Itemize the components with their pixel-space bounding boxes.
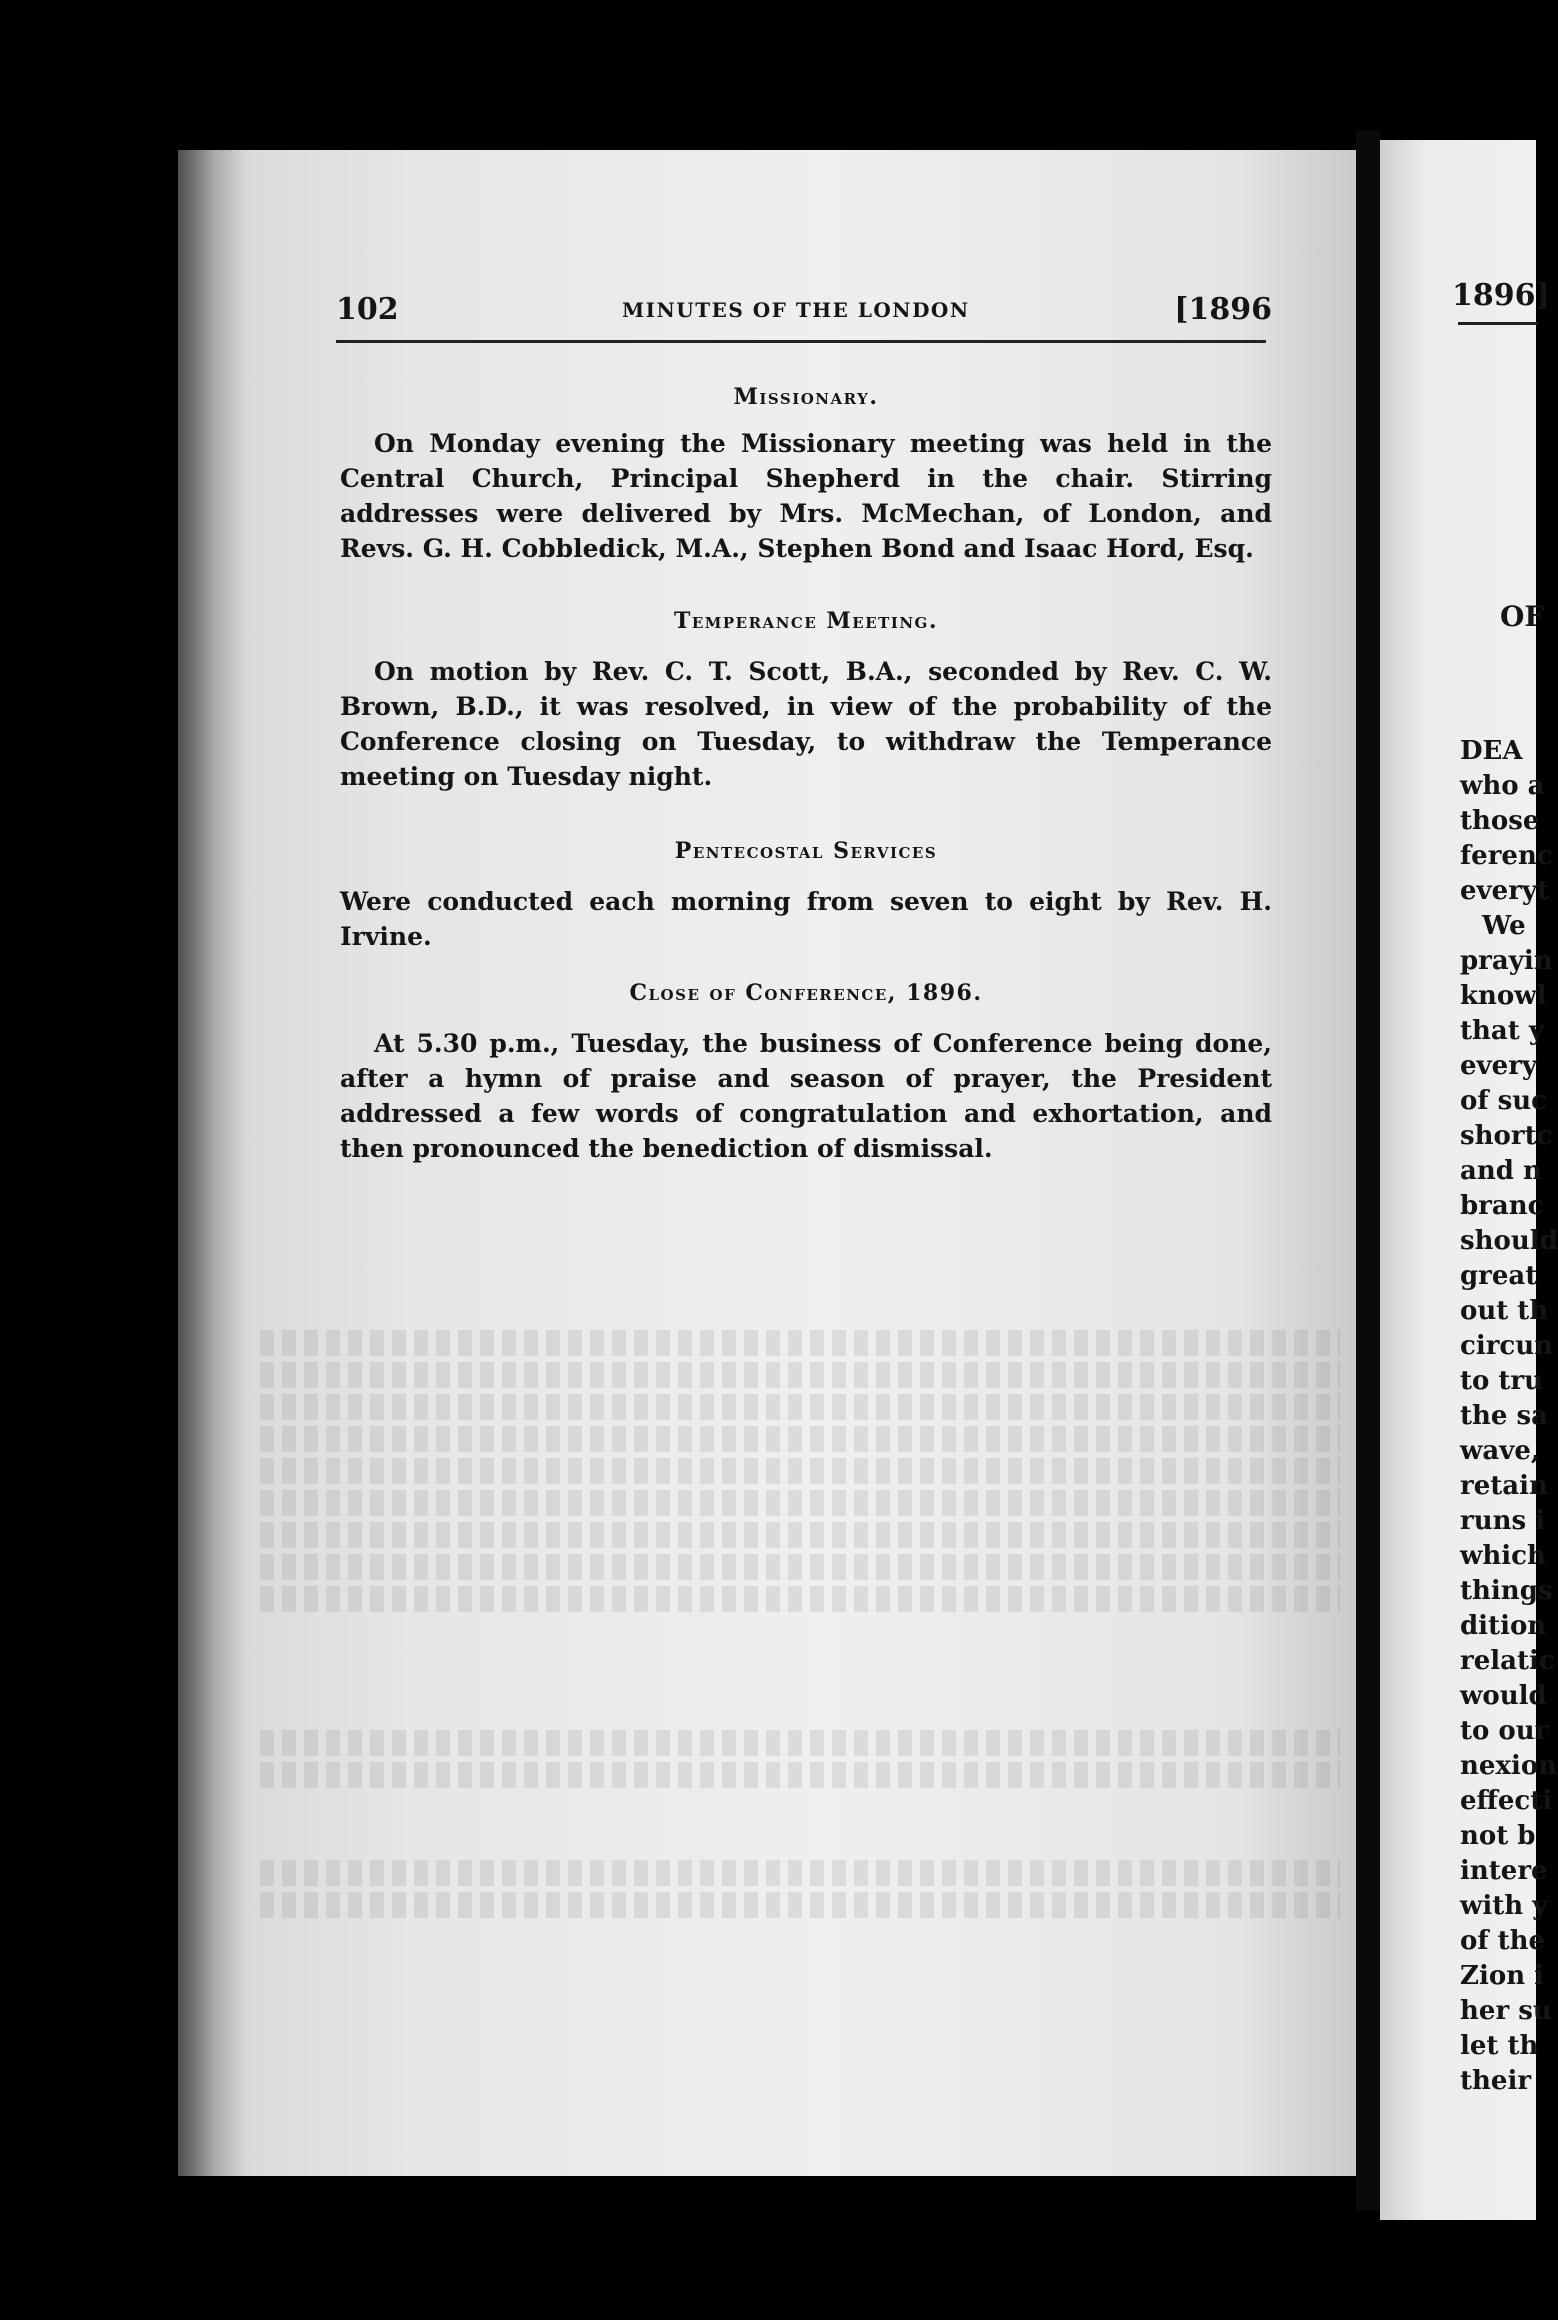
right-text-column bbox=[1460, 734, 1558, 2099]
show-through-line bbox=[260, 1762, 1340, 1788]
right-text-line: her su bbox=[1460, 1996, 1552, 2026]
section-heading: Pentecostal Services bbox=[674, 838, 938, 864]
show-through-line bbox=[260, 1362, 1340, 1388]
section-close-of-conference bbox=[340, 974, 1272, 1166]
show-through-line bbox=[260, 1458, 1340, 1484]
running-title: MINUTES OF THE LONDON bbox=[622, 298, 970, 322]
show-through-line bbox=[260, 1426, 1340, 1452]
right-text-line: the sa bbox=[1460, 1401, 1548, 1431]
show-through-line bbox=[260, 1522, 1340, 1548]
right-text-line: prayin bbox=[1460, 946, 1553, 976]
show-through-line bbox=[260, 1554, 1340, 1580]
show-through-line bbox=[260, 1892, 1340, 1918]
right-text-line: their bbox=[1460, 2066, 1532, 2096]
section-paragraph: Were conducted each morning from seven to eight by Rev. H. Irvine. bbox=[340, 887, 1272, 951]
section-heading: Missionary. bbox=[733, 384, 879, 410]
right-text-line: with y bbox=[1460, 1891, 1548, 1921]
page-number: 102 bbox=[336, 292, 399, 327]
page-body bbox=[340, 378, 1272, 1166]
section-paragraph: At 5.30 p.m., Tuesday, the business of Conference being done, after a hymn of praise and season of prayer, the President addressed a few words of congratulation and exhortation, and then pronounced the benediction of dismissal. bbox=[340, 1029, 1272, 1163]
right-text-line: those bbox=[1460, 806, 1540, 836]
right-text-line: who a bbox=[1460, 771, 1545, 801]
running-head bbox=[332, 292, 1272, 336]
show-through-line bbox=[260, 1490, 1340, 1516]
right-running-year: 1896] bbox=[1452, 278, 1550, 313]
right-text-line: not b bbox=[1460, 1821, 1536, 1851]
right-text-line: shortc bbox=[1460, 1121, 1553, 1151]
right-text-line: things bbox=[1460, 1576, 1553, 1606]
right-text-line: effecti bbox=[1460, 1786, 1553, 1816]
right-text-line: out th bbox=[1460, 1296, 1549, 1326]
header-rule bbox=[336, 340, 1266, 343]
right-text-line: wave, bbox=[1460, 1436, 1540, 1466]
right-text-line: which bbox=[1460, 1541, 1546, 1571]
right-text-line: retain bbox=[1460, 1471, 1548, 1501]
right-text-line: Zion i bbox=[1460, 1961, 1545, 1991]
right-text-line: of the bbox=[1460, 1926, 1546, 1956]
show-through-line bbox=[260, 1394, 1340, 1420]
right-text-line: of suc bbox=[1460, 1086, 1547, 1116]
section-paragraph: On motion by Rev. C. T. Scott, B.A., seconded by Rev. C. W. Brown, B.D., it was resolved, in view of the probability of the Conference closing on Tuesday, to withdraw the Temperance meeting on Tuesday night. bbox=[340, 657, 1272, 791]
right-text-line: let th bbox=[1460, 2031, 1539, 2061]
section-heading: Temperance Meeting. bbox=[673, 608, 939, 634]
right-text-line: and n bbox=[1460, 1156, 1542, 1186]
right-text-line: great bbox=[1460, 1261, 1538, 1291]
section-paragraph: On Monday evening the Missionary meeting was held in the Central Church, Principal Shepherd in the chair. Stirring addresses were delivered by Mrs. McMechan, of London, and Revs. G. H. Cobbledick, M.A., Stephen Bond and Isaac Hord, Esq. bbox=[340, 429, 1272, 563]
right-text-line: everyt bbox=[1460, 876, 1550, 906]
show-through-line bbox=[260, 1586, 1340, 1612]
section-heading: Close of Conference, 1896. bbox=[629, 980, 983, 1006]
right-text-line: circun bbox=[1460, 1331, 1554, 1361]
page-gutter bbox=[1356, 130, 1380, 2210]
right-text-line: to our bbox=[1460, 1716, 1549, 1746]
section-pentecostal-services bbox=[340, 832, 1272, 954]
right-text-line: DEA bbox=[1460, 736, 1523, 766]
section-temperance-meeting bbox=[340, 602, 1272, 794]
show-through-line bbox=[260, 1730, 1340, 1756]
right-heading-fragment: OF bbox=[1500, 600, 1545, 633]
right-text-line: relatic bbox=[1460, 1646, 1555, 1676]
right-text-line: branc bbox=[1460, 1191, 1544, 1221]
right-header-rule bbox=[1458, 322, 1538, 325]
right-text-line: nexion bbox=[1460, 1751, 1558, 1781]
binding-shadow bbox=[178, 150, 248, 2176]
right-text-line: should bbox=[1460, 1226, 1558, 1256]
right-text-line: that y bbox=[1460, 1016, 1544, 1046]
right-text-line: to tru bbox=[1460, 1366, 1544, 1396]
right-text-line: ferenc bbox=[1460, 841, 1553, 871]
running-year: [1896 bbox=[1174, 292, 1272, 327]
right-text-line: We bbox=[1482, 911, 1526, 941]
right-text-line: knowl bbox=[1460, 981, 1547, 1011]
right-text-line: intere bbox=[1460, 1856, 1548, 1886]
right-text-line: runs i bbox=[1460, 1506, 1546, 1536]
section-missionary bbox=[340, 378, 1272, 566]
right-page bbox=[1380, 140, 1558, 2220]
right-text-line: dition bbox=[1460, 1611, 1547, 1641]
show-through-line bbox=[260, 1330, 1340, 1356]
show-through-line bbox=[260, 1860, 1340, 1886]
right-text-line: would bbox=[1460, 1681, 1547, 1711]
right-text-line: every bbox=[1460, 1051, 1537, 1081]
